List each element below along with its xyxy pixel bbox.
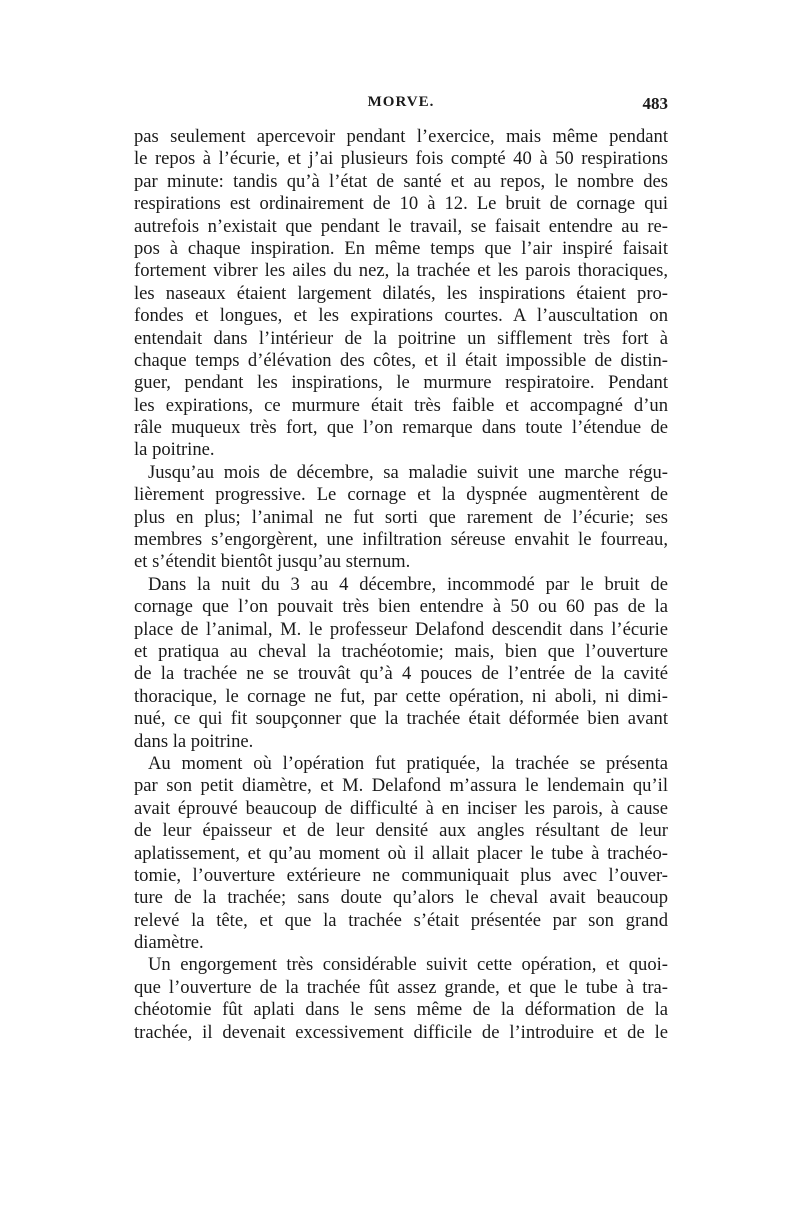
text-line: et pratiqua au cheval la trachéotomie; mais, bien que l’ouverture — [134, 640, 668, 662]
page-number: 483 — [642, 94, 668, 113]
text-line: de leur épaisseur et de leur densité aux angles résultant de leur — [134, 820, 668, 842]
text-line: par minute: tandis qu’à l’état de santé et au repos, le nombre des — [134, 170, 668, 192]
text-line: trachée, il devenait excessivement difficile de l’introduire et de le — [134, 1021, 668, 1043]
page-header — [134, 94, 668, 118]
text-line: par son petit diamètre, et M. Delafond m’assura le lendemain qu’il — [134, 775, 668, 797]
text-line: respirations est ordinairement de 10 à 12. Le bruit de cornage qui — [134, 193, 668, 215]
text-line: avait éprouvé beaucoup de difficulté à en inciser les parois, à cause — [134, 797, 668, 819]
text-line: Un engorgement très considérable suivit cette opération, et quoi- — [148, 954, 668, 976]
text-line: Dans la nuit du 3 au 4 décembre, incommodé par le bruit de — [148, 573, 668, 595]
text-line: cornage que l’on pouvait très bien entendre à 50 ou 60 pas de la — [134, 596, 668, 618]
running-head: MORVE. — [367, 94, 435, 110]
text-line: lièrement progressive. Le cornage et la dyspnée augmentèrent de — [134, 484, 668, 506]
text-line: guer, pendant les inspirations, le murmure respiratoire. Pendant — [134, 372, 668, 394]
text-line: chéotomie fût aplati dans le sens même de la déformation de la — [134, 999, 668, 1021]
text-line: diamètre. — [134, 932, 204, 954]
text-line: râle muqueux très fort, que l’on remarque dans toute l’étendue de — [134, 417, 668, 439]
text-line: place de l’animal, M. le professeur Delafond descendit dans l’écurie — [134, 618, 668, 640]
body-text — [134, 126, 668, 1044]
text-line: nué, ce qui fit soupçonner que la trachée était déformée bien avant — [134, 708, 668, 730]
text-line: entendait dans l’intérieur de la poitrine un sifflement très fort à — [134, 327, 668, 349]
text-line: Au moment où l’opération fut pratiquée, la trachée se présenta — [148, 752, 668, 774]
text-line: tomie, l’ouverture extérieure ne communiquait plus avec l’ouver- — [134, 864, 668, 886]
text-line: membres s’engorgèrent, une infiltration séreuse envahit le fourreau, — [134, 529, 668, 551]
text-line: que l’ouverture de la trachée fût assez grande, et que le tube à tra- — [134, 976, 668, 998]
text-line: de la trachée ne se trouvât qu’à 4 pouces de l’entrée de la cavité — [134, 663, 668, 685]
text-line: et s’étendit bientôt jusqu’au sternum. — [134, 551, 411, 573]
text-line: la poitrine. — [134, 439, 215, 461]
text-line: chaque temps d’élévation des côtes, et il était impossible de distin- — [134, 349, 668, 371]
text-line: aplatissement, et qu’au moment où il allait placer le tube à trachéo- — [134, 842, 668, 864]
text-line: pas seulement apercevoir pendant l’exercice, mais même pendant — [134, 126, 668, 147]
text-line: ture de la trachée; sans doute qu’alors le cheval avait beaucoup — [134, 887, 668, 909]
text-line: les naseaux étaient largement dilatés, les inspirations étaient pro- — [134, 282, 668, 304]
text-line: fondes et longues, et les expirations courtes. A l’auscultation on — [134, 305, 668, 327]
text-line: pos à chaque inspiration. En même temps que l’air inspiré faisait — [134, 237, 668, 259]
text-line: le repos à l’écurie, et j’ai plusieurs fois compté 40 à 50 respirations — [134, 148, 668, 170]
text-line: les expirations, ce murmure était très faible et accompagné d’un — [134, 394, 668, 416]
text-line: thoracique, le cornage ne fut, par cette opération, ni aboli, ni dimi- — [134, 685, 668, 707]
text-line: Jusqu’au mois de décembre, sa maladie suivit une marche régu- — [148, 461, 668, 483]
text-line: autrefois n’existait que pendant le travail, se faisait entendre au re- — [134, 215, 668, 237]
text-line: dans la poitrine. — [134, 730, 254, 752]
text-line: plus en plus; l’animal ne fut sorti que rarement de l’écurie; ses — [134, 506, 668, 528]
text-line: relevé la tête, et que la trachée s’était présentée par son grand — [134, 909, 668, 931]
text-line: fortement vibrer les ailes du nez, la trachée et les parois thoraciques, — [134, 260, 668, 282]
